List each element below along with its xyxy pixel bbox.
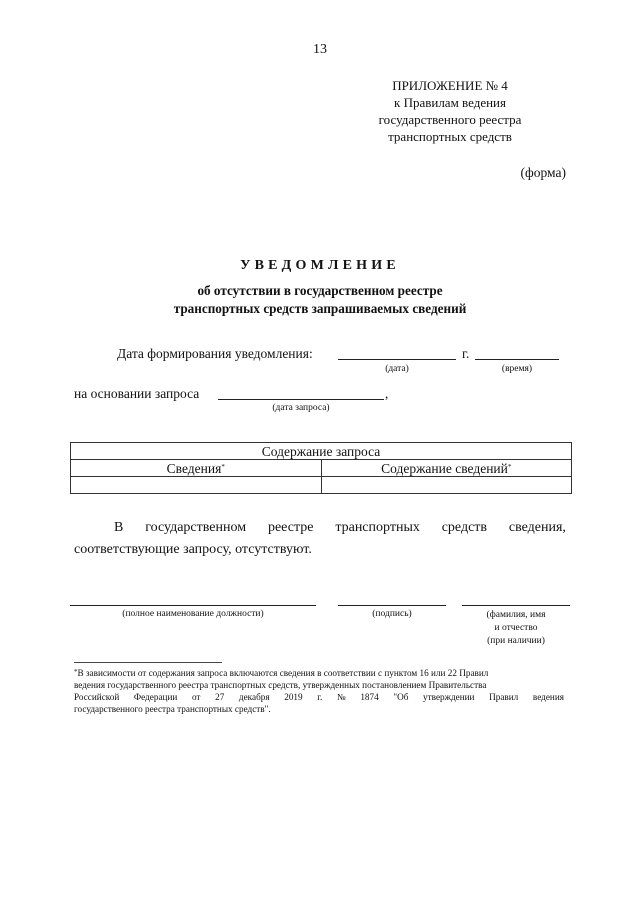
signature-field[interactable] [338,605,446,606]
paragraph-word: государственном [145,520,247,535]
table-row [71,477,572,494]
year-suffix: г. [462,346,470,361]
paragraph-word: транспортных [335,520,420,535]
footnote-word: 1874 [360,692,379,702]
document-subtitle [0,282,640,318]
column-header-label: Содержание сведений [381,460,508,476]
request-date-field[interactable] [218,399,384,400]
footnote-word: ведения [532,692,564,702]
position-hint: (полное наименование должности) [122,609,264,619]
name-hint-line: (фамилия, имя [486,610,546,620]
position-field[interactable] [70,605,316,606]
signature-hint: (подпись) [372,609,412,619]
body-paragraph [74,517,566,561]
paragraph-line [74,517,566,539]
column-header-content [321,460,572,477]
footnote-word: "Об [393,692,409,702]
footnote-word: Российской [74,692,120,702]
footnote-word: г. [317,692,323,702]
table-header: Содержание запроса [71,443,572,460]
subtitle-line: транспортных средств запрашиваемых сведений [173,301,467,316]
name-hint-line: (при наличии) [487,636,545,646]
footnote-word: Правил [489,692,519,702]
name-hint-line: и отчество [494,623,538,633]
footnote-mark: * [507,462,512,471]
request-date-hint: (дата запроса) [272,403,330,413]
paragraph-word: реестре [267,520,314,535]
footnote-word: декабря [238,692,270,702]
column-header-info [71,460,322,477]
subtitle-line: об отсутствии в государственном реестре [197,283,443,298]
name-hint [462,609,570,648]
paragraph-word: средств [441,520,488,535]
footnote-word: утверждении [423,692,475,702]
form-label: (форма) [520,165,566,180]
basis-label: на основании запроса [74,386,200,401]
name-field[interactable] [462,605,570,606]
paragraph-word: сведения, [508,520,566,535]
footnote-line: ведения государственного реестра транспортных средств, утвержденных постановлением Правительства [74,680,487,690]
appendix-header [300,77,600,145]
footnote-separator [74,662,222,663]
footnote-line [74,667,564,679]
table-row [71,443,572,460]
footnote-word: 2019 [284,692,303,702]
paragraph-line: соответствующие запросу, отсутствуют. [74,542,312,557]
table-row [71,460,572,477]
page-number: 13 [313,42,327,57]
appendix-line: ПРИЛОЖЕНИЕ № 4 [392,78,508,93]
footnote-word: 27 [215,692,225,702]
time-field[interactable] [475,359,559,360]
paragraph-word: В [114,520,124,535]
column-header-label: Сведения [166,460,222,476]
footnote-mark: * [221,462,225,471]
basis-comma: , [385,386,389,401]
appendix-line: к Правилам ведения [394,95,506,110]
document-title: УВЕДОМЛЕНИЕ [240,258,400,273]
table-cell[interactable] [321,477,572,494]
date-field[interactable] [338,359,456,360]
footnote-word: от [191,692,201,702]
time-hint: (время) [501,364,533,374]
footnote-line [74,691,564,703]
request-table [70,442,572,494]
footnote-text: В зависимости от содержания запроса включаются сведения в соответствии с пунктом 16 или 22 Правил [77,668,489,678]
footnote-mark: * [74,668,78,676]
appendix-line: государственного реестра [378,112,522,127]
footnote-word: № [336,692,346,702]
footnote-word: Федерации [133,692,178,702]
date-label: Дата формирования уведомления: [117,346,313,361]
appendix-line: транспортных средств [388,129,512,144]
footnote [74,667,564,715]
footnote-line: государственного реестра транспортных средств". [74,704,271,714]
date-hint: (дата) [385,364,409,374]
table-cell[interactable] [71,477,322,494]
